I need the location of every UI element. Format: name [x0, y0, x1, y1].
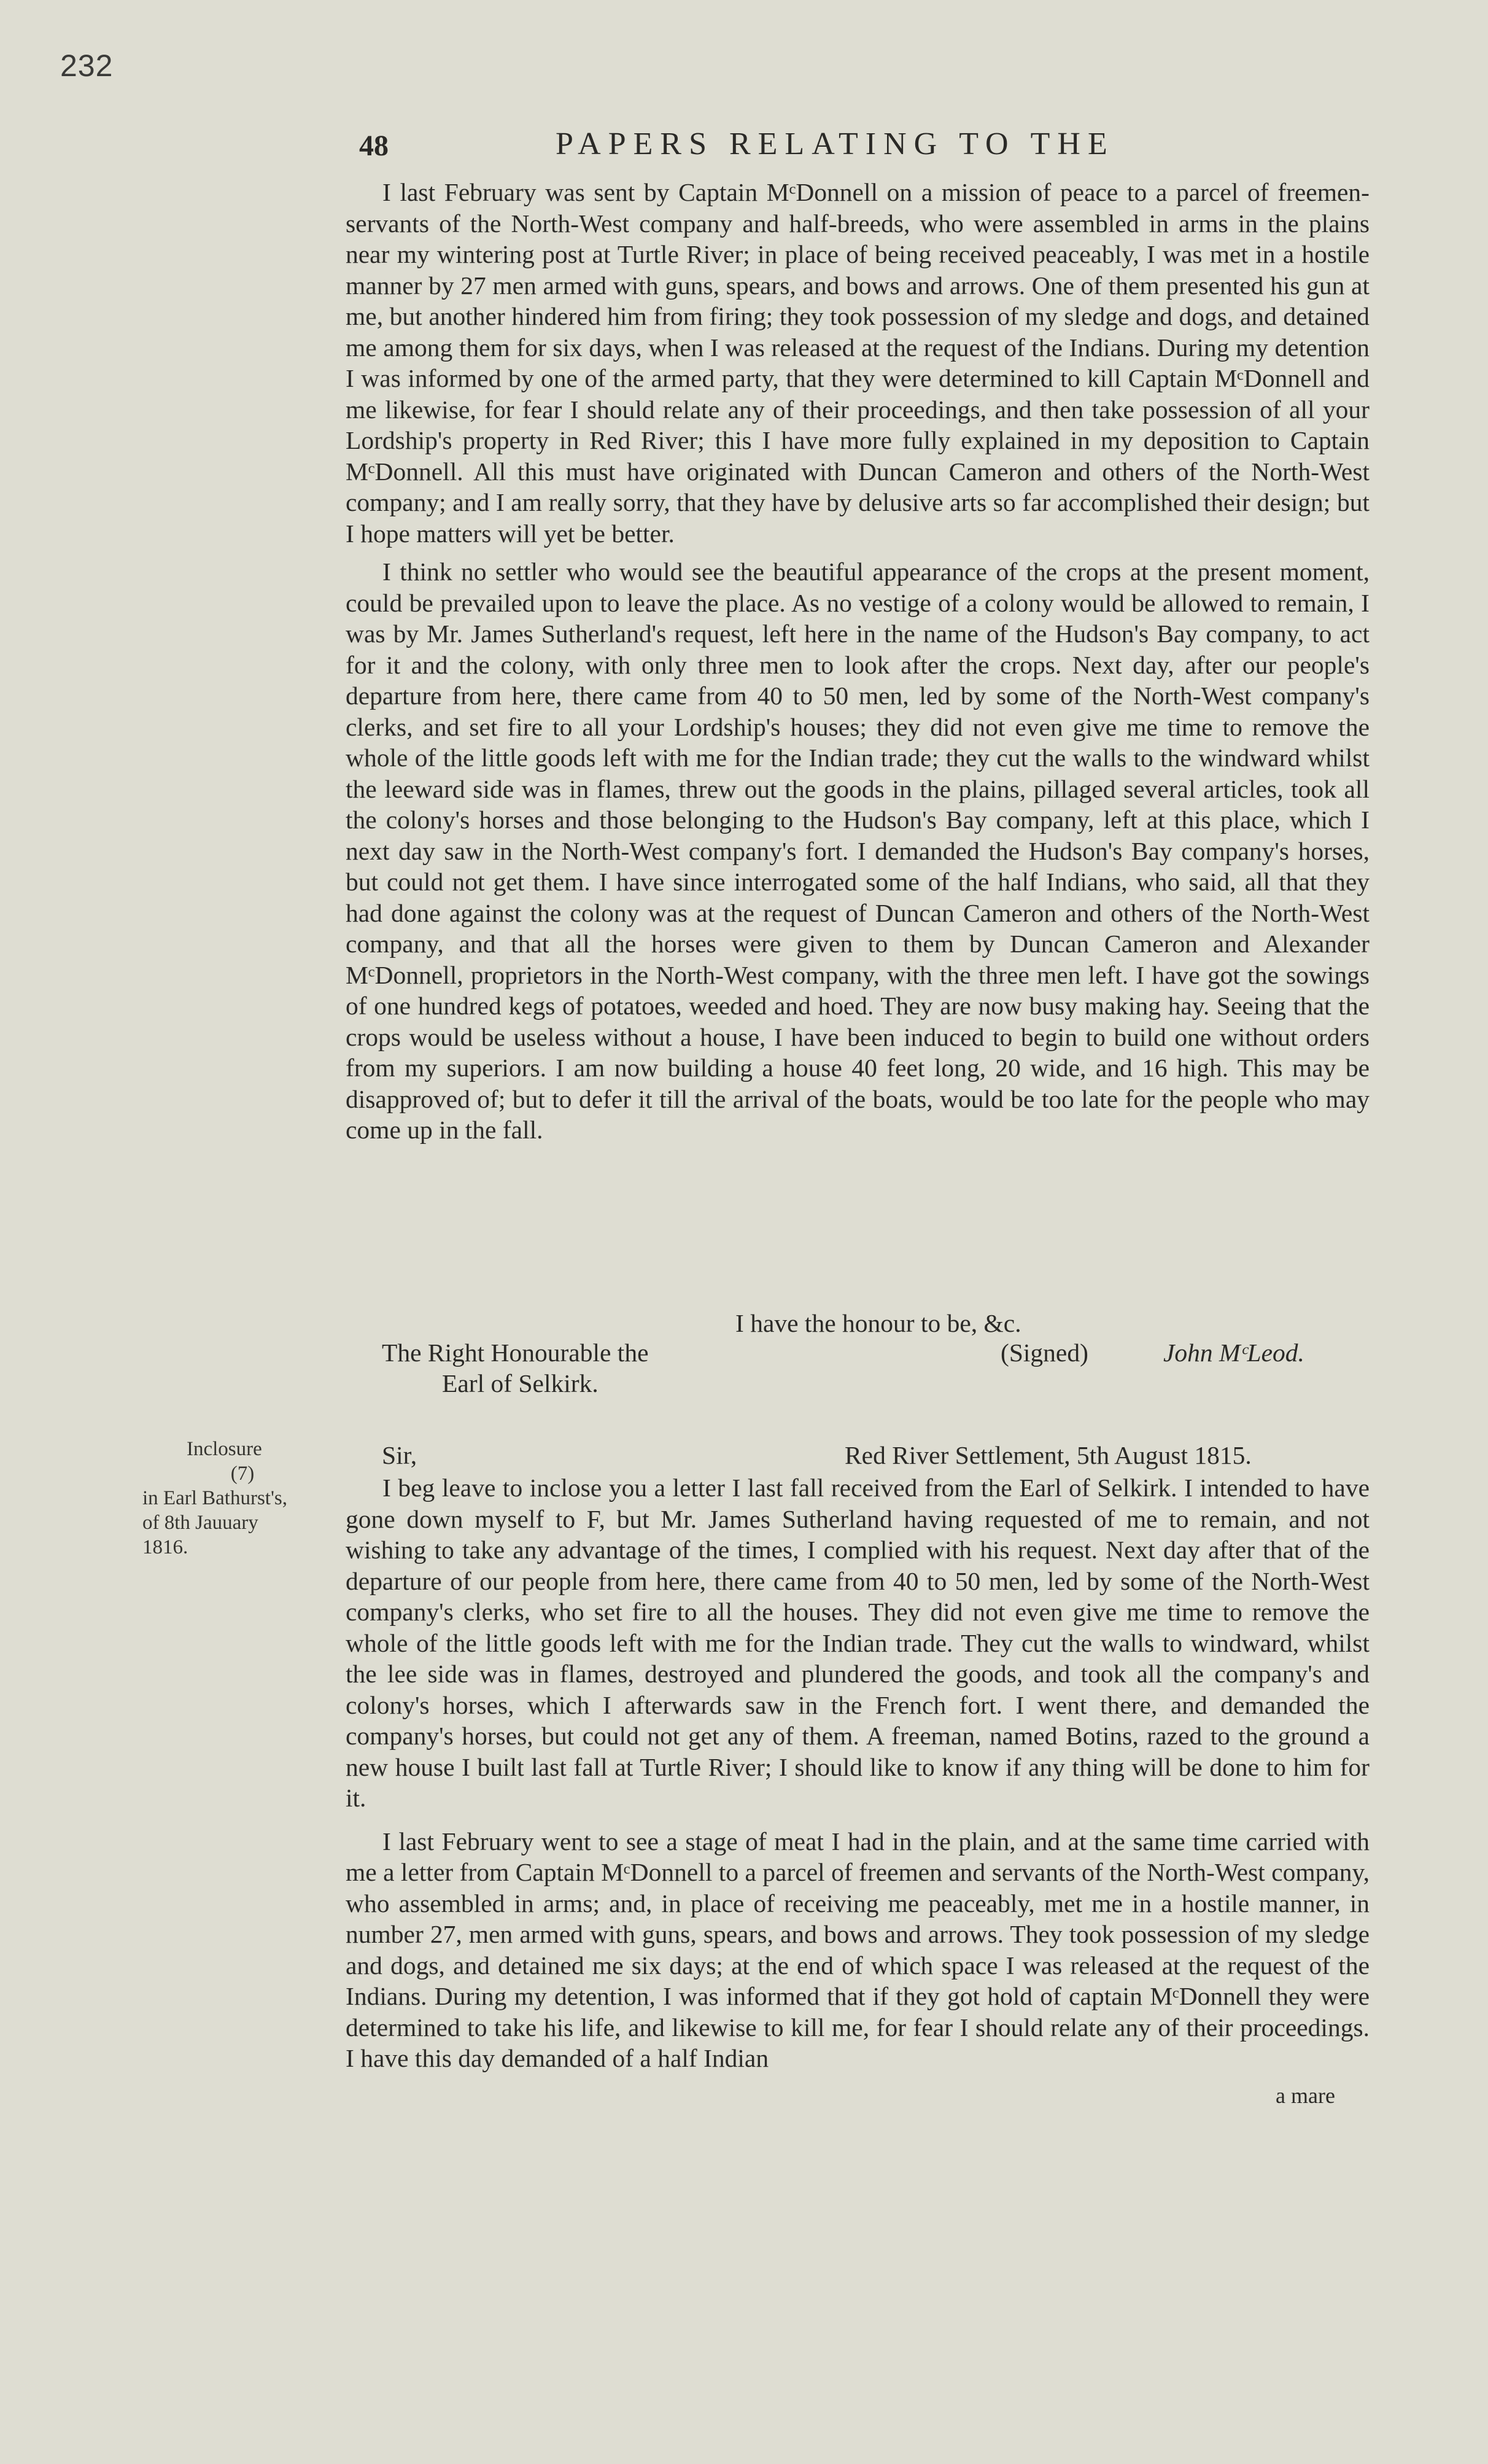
paragraph: I last February went to see a stage of meat I had in the plain, and at the same time carried with me a letter from Captain MᶜDonnell to a parcel of freemen and servants of the North-West company, who assembled in arms; and, in place of receiving me peaceably, met me in a hostile manner, in number 27, men armed with guns, spears, and bows and arrows. They took possession of my sledge and dogs, and detained me six days; at the end of which space I was released at the request of the Indians. During my detention, I was informed that if they got hold of captain MᶜDonnell they were determined to take his life, and likewise to kill me, for fear I should relate any of their proceedings. I have this day demanded of a half Indian — [346, 1827, 1370, 2072]
margin-note-line: Inclosure — [187, 1438, 262, 1460]
paragraph: I think no settler who would see the beautiful appearance of the crops at the present moment, could be prevailed upon to leave the place. As no vestige of a colony would be allowed to remain, I was by Mr. James Sutherland's request, left here in the name of the Hudson's Bay company, to act for it and the colony, with only three men to look after the crops. Next day, after our people's departure from here, there came from 40 to 50 men, led by some of the North-West company's clerks, and set fire to all your Lordship's houses; they did not even give me time to remove the whole of the little goods left with me for the Indian trade; they cut the walls to the windward whilst the leeward side was in flames, threw out the goods in the plains, pillaged several articles, took all the colony's horses and those belonging to the Hudson's Bay company, left at this place, which I next day saw in the North-West company's fort. I demanded the Hudson's Bay company's horses, but could not get them. I have since interrogated some of the half Indians, who said, all that they had done against the colony was at the request of Duncan Cameron and others of the North-West company, and that all the horses were given to them by Duncan Cameron and Alexander MᶜDonnell, proprietors in the North-West company, with the three men left. I have got the sowings of one hundred kegs of potatoes, weeded and hoed. They are now busy making hay. Seeing that the crops would be useless without a house, I have been induced to begin to build one without orders from my superiors. I am now building a house 40 feet long, 20 wide, and 16 high. This may be disapproved of; but to defer it till the arrival of the boats, would be too late for the people who may come up in the fall. — [346, 558, 1370, 1144]
salutation: Sir, — [382, 1441, 417, 1469]
margin-note-line: 1816. — [142, 1536, 188, 1558]
signed-label: (Signed) — [1001, 1339, 1088, 1367]
header-page-number: 48 — [359, 130, 389, 162]
signature: John MᶜLeod. — [1163, 1339, 1304, 1367]
margin-note-line: in Earl Bathurst's, — [142, 1487, 287, 1509]
place-date: Red River Settlement, 5th August 1815. — [845, 1441, 1252, 1469]
addressee-line-1: The Right Honourable the — [382, 1339, 649, 1367]
letter-two — [346, 1472, 1370, 2074]
catchword: a mare — [1276, 2083, 1335, 2108]
closing-honour: I have the honour to be, &c. — [735, 1309, 1021, 1337]
addressee-line-2: Earl of Selkirk. — [442, 1369, 599, 1397]
letter-one — [346, 177, 1370, 1146]
paragraph: I beg leave to inclose you a letter I last fall received from the Earl of Selkirk. I intended to have gone down myself to F, but Mr. James Sutherland having requested of me to remain, and not wishing to take any advantage of the times, I complied with his request. Next day after that of the departure of our people from here, there came from 40 to 50 men, led by some of the North-West company's clerks, who set fire to all the houses. They did not even give me time to remove the whole of the little goods left with me for the Indian trade. They cut the walls to windward, whilst the lee side was in flames, destroyed and plundered the goods, and took all the company's and colony's horses, which I afterwards saw in the French fort. I went there, and demanded the company's horses, but could not get any of them. A freeman, named Botins, razed to the ground a new house I built last fall at Turtle River; I should like to know if any thing will be done to him for it. — [346, 1474, 1370, 1812]
margin-note-line: of 8th Jauuary — [142, 1512, 258, 1534]
margin-note-line: (7) — [230, 1463, 255, 1485]
running-header: PAPERS RELATING TO THE — [556, 126, 1115, 161]
page-number: 232 — [60, 49, 114, 83]
margin-note — [142, 1437, 350, 1560]
paragraph: I last February was sent by Captain MᶜDonnell on a mission of peace to a parcel of freemen-servants of the North-West company and half-breeds, who were assembled in arms in the plains near my wintering post at Turtle River; in place of being received peaceably, I was met in a hostile manner by 27 men armed with guns, spears, and bows and arrows. One of them presented his gun at me, but another hindered him from firing; they took possession of my sledge and dogs, and detained me among them for six days, when I was released at the request of the Indians. During my detention I was informed by one of the armed party, that they were determined to kill Captain MᶜDonnell and me likewise, for fear I should relate any of their proceedings, and then take possession of all your Lordship's property in Red River; this I have more fully explained in my deposition to Captain MᶜDonnell. All this must have originated with Duncan Cameron and others of the North-West company; and I am really sorry, that they have by delusive arts so far accomplished their design; but I hope matters will yet be better. — [346, 178, 1370, 548]
